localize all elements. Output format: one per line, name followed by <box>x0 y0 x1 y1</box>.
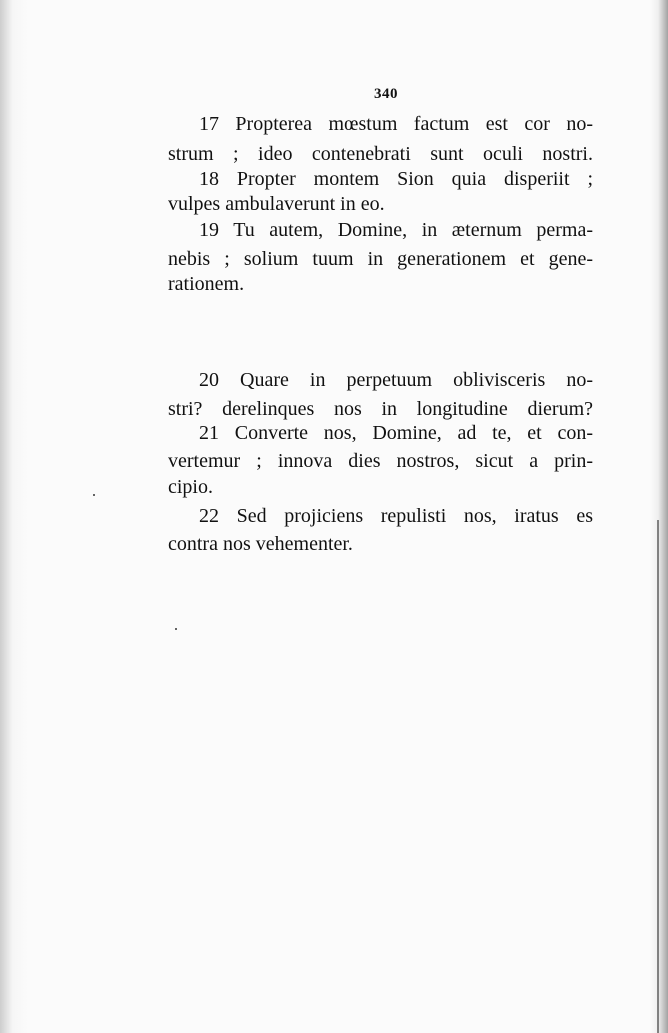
ink-speck <box>175 628 177 630</box>
text-line: stri? derelinques nos in longitudine dierum? <box>168 398 593 420</box>
text-line: nebis ; solium tuum in generationem et gene- <box>168 248 593 270</box>
right-page-edge-shadow <box>650 0 668 1033</box>
text-line: rationem. <box>168 273 245 295</box>
text-line: 22 Sed projiciens repulisti nos, iratus es <box>199 505 593 527</box>
right-page-edge-line <box>657 520 659 1033</box>
text-line: 21 Converte nos, Domine, ad te, et con- <box>199 422 593 444</box>
left-page-edge-shadow <box>0 0 28 1033</box>
ink-speck <box>93 494 95 496</box>
text-line: 19 Tu autem, Domine, in æternum perma- <box>199 219 593 241</box>
text-line: 17 Propterea mœstum factum est cor no- <box>199 113 593 135</box>
text-line: vertemur ; innova dies nostros, sicut a prin- <box>168 450 593 472</box>
text-line: strum ; ideo contenebrati sunt oculi nostri. <box>168 143 593 165</box>
page-number: 340 <box>374 86 398 102</box>
text-line: contra nos vehementer. <box>168 533 353 555</box>
text-line: vulpes ambulaverunt in eo. <box>168 193 385 215</box>
text-line: cipio. <box>168 476 213 498</box>
text-line: 18 Propter montem Sion quia disperiit ; <box>199 168 593 190</box>
text-line: 20 Quare in perpetuum oblivisceris no- <box>199 369 593 391</box>
